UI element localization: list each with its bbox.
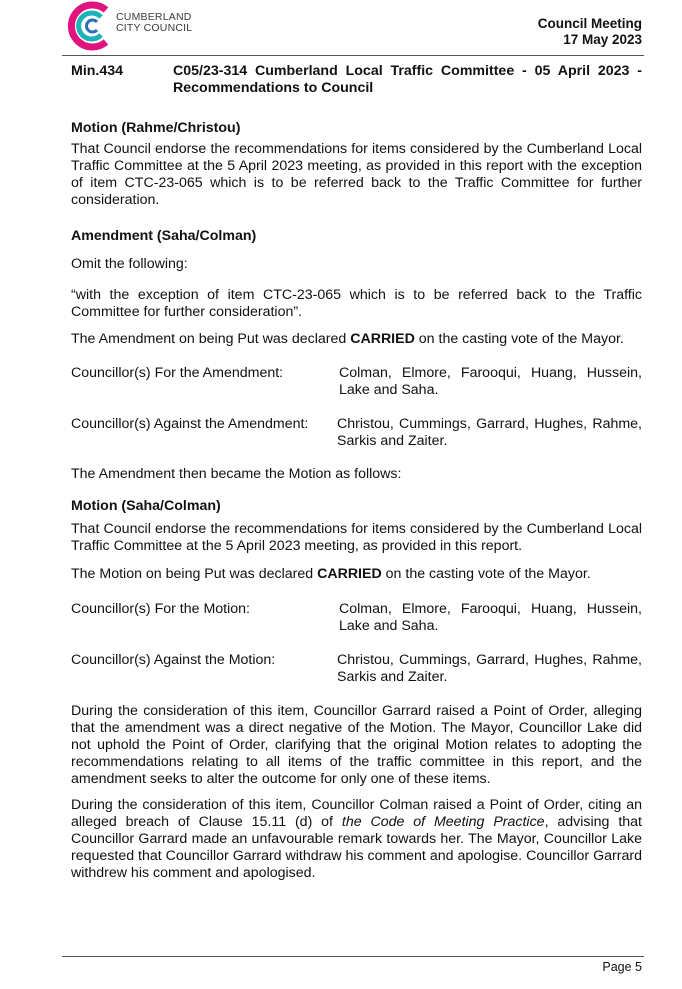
amendment-heading: Amendment (Saha/Colman)	[71, 228, 257, 244]
motion2-result-carried: CARRIED	[317, 566, 382, 582]
council-logo-mark-icon	[66, 0, 116, 52]
meeting-title: Council Meeting	[537, 16, 642, 31]
council-logo	[66, 0, 206, 52]
motion1-heading: Motion (Rahme/Christou)	[71, 120, 241, 136]
page-number: Page 5	[602, 960, 642, 974]
motion2-heading: Motion (Saha/Colman)	[71, 498, 221, 514]
point2-post: , advising that Councillor Garrard made an unfavourable remark towards her. The Mayor, Councillor Lake requested that Councillor Garrard withdraw his comment and apologise. Councillor Garrard withdrew his comment and apologised.	[71, 814, 642, 881]
minute-number: Min.434	[71, 63, 124, 79]
amendment-quote: “with the exception of item CTC-23-065 which is to be referred back to the Traffic Committee for further consideration”.	[71, 287, 642, 320]
logo-line-2: CITY COUNCIL	[116, 22, 193, 34]
amendment-result-post: on the casting vote of the Mayor.	[414, 331, 624, 347]
header-divider	[62, 55, 644, 56]
motion2-result-post: on the casting vote of the Mayor.	[381, 566, 591, 582]
motion2-result	[71, 566, 642, 583]
meeting-date: 17 May 2023	[563, 32, 642, 47]
motion2-result-pre: The Motion on being Put was declared	[71, 566, 318, 582]
logo-line-1: CUMBERLAND	[116, 11, 192, 23]
minute-title: C05/23-314 Cumberland Local Traffic Committee - 05 April 2023 - Recommendations to Council	[173, 63, 642, 96]
motion2-against-names: Christou, Cummings, Garrard, Hughes, Rahme, Sarkis and Zaiter.	[337, 652, 642, 685]
point-of-order-2	[71, 797, 642, 882]
point2-pre: During the consideration of this item, Councillor Colman raised a Point of Order, citing an alleged breach of Clause 15.11 (d) of	[71, 797, 642, 830]
point-of-order-1: During the consideration of this item, Councillor Garrard raised a Point of Order, alleging that the amendment was a direct negative of the Motion. The Mayor, Councillor Lake did not uphold the Point of Order, clarifying that the original Motion relates to adopting the recommendations relating to all items of the traffic committee in this report, and the amendment seeks to alter the outcome for only one of these items.	[71, 703, 642, 787]
amendment-against-label: Councillor(s) Against the Amendment:	[71, 416, 309, 432]
amendment-result-pre: The Amendment on being Put was declared	[71, 331, 351, 347]
point2-code-title: the Code of Meeting Practice	[341, 814, 545, 830]
meeting-header	[538, 16, 642, 48]
amendment-result-carried: CARRIED	[350, 331, 415, 347]
motion2-for-label: Councillor(s) For the Motion:	[71, 601, 250, 617]
amendment-for-names: Colman, Elmore, Farooqui, Huang, Hussein, Lake and Saha.	[339, 365, 642, 398]
amendment-omit: Omit the following:	[71, 256, 188, 272]
motion2-text: That Council endorse the recommendations for items considered by the Cumberland Local Traffic Committee at the 5 April 2023 meeting, as provided in this report.	[71, 521, 642, 554]
amendment-for-label: Councillor(s) For the Amendment:	[71, 365, 284, 381]
motion1-text: That Council endorse the recommendations for items considered by the Cumberland Local Traffic Committee at the 5 April 2023 meeting, as provided in this report with the exception of item CTC-23-065 which is to be referred back to the Traffic Committee for further consideration.	[71, 141, 642, 208]
amendment-against-names: Christou, Cummings, Garrard, Hughes, Rahme, Sarkis and Zaiter.	[337, 416, 642, 449]
footer-divider	[62, 956, 644, 957]
amendment-result	[71, 331, 642, 348]
motion2-for-names: Colman, Elmore, Farooqui, Huang, Hussein, Lake and Saha.	[339, 601, 642, 634]
amendment-became: The Amendment then became the Motion as follows:	[71, 466, 402, 482]
motion2-against-label: Councillor(s) Against the Motion:	[71, 652, 276, 668]
logo-text	[116, 12, 192, 34]
